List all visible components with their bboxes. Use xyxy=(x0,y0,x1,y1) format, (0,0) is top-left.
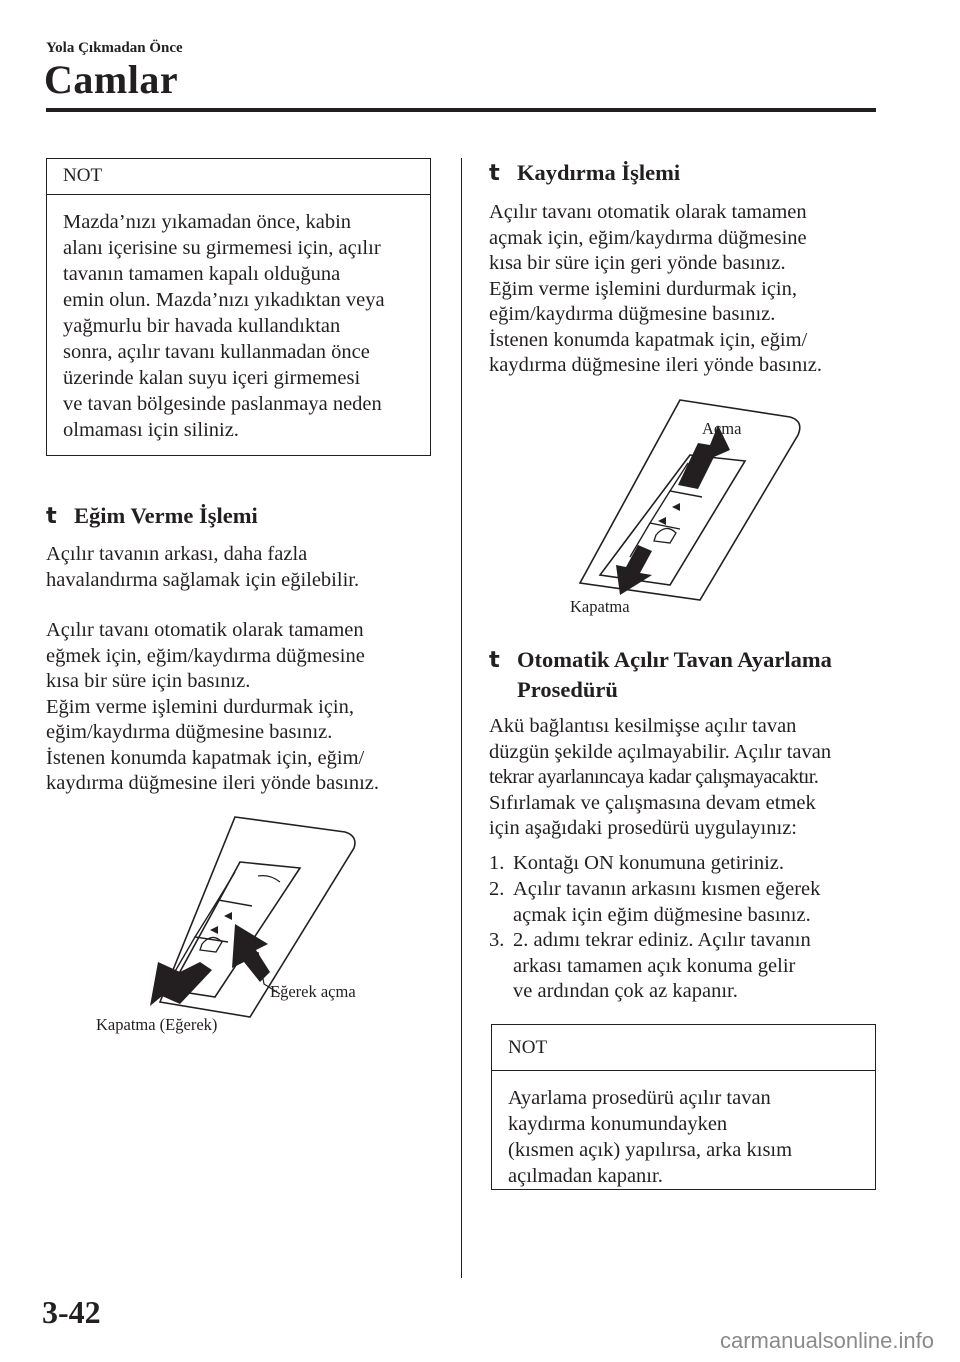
para-line: Açılır tavanın arkası, daha fazla xyxy=(46,543,308,565)
tilt-paragraph-2 xyxy=(46,618,379,797)
section-title: Otomatik Açılır Tavan Ayarlama xyxy=(517,647,832,672)
note-line: ve tavan bölgesinde paslanmaya neden xyxy=(63,393,382,415)
section-heading-auto xyxy=(489,645,832,705)
step-text: ve ardından çok az kapanır. xyxy=(513,980,738,1002)
step-number: 1. xyxy=(489,852,505,874)
para-line: tekrar ayarlanıncaya kadar çalışmayacaktır. xyxy=(489,766,819,788)
para-line: Eğim verme işlemini durdurmak için, xyxy=(46,695,355,718)
section-bullet: t xyxy=(489,647,500,673)
para-line: Sıfırlamak ve çalışmasına devam etmek xyxy=(489,791,816,814)
step-number: 3. xyxy=(489,929,505,951)
slide-switch-illustration xyxy=(560,395,810,605)
para-line: İstenen konumda kapatmak için, eğim/ xyxy=(46,746,365,769)
para-line: İstenen konumda kapatmak için, eğim/ xyxy=(489,328,808,351)
note-line: (kısmen açık) yapılırsa, arka kısım xyxy=(508,1139,793,1161)
para-line: açmak için, eğim/kaydırma düğmesine xyxy=(489,226,807,249)
note-box-right xyxy=(491,1024,876,1190)
step-text: açmak için eğim düğmesine basınız. xyxy=(513,903,811,926)
step-1 xyxy=(489,851,869,877)
watermark: carmanualsonline.info xyxy=(719,1328,934,1353)
step-2 xyxy=(489,877,869,929)
para-line: Açılır tavanı otomatik olarak tamamen xyxy=(489,201,807,223)
note-line: olmaması için siliniz. xyxy=(63,419,239,441)
note-line: sonra, açılır tavanı kullanmadan önce xyxy=(63,341,370,363)
slide-paragraph xyxy=(489,200,822,379)
header-rule xyxy=(46,108,876,112)
slide-close-label: Kapatma xyxy=(570,597,630,616)
para-line: kaydırma düğmesine ileri yönde basınız. xyxy=(46,772,380,794)
tilt-open-label: Eğerek açma xyxy=(270,982,356,1001)
section-title: Eğim Verme İşlemi xyxy=(74,503,258,528)
note-line: kaydırma konumundayken xyxy=(508,1113,728,1135)
note-body xyxy=(47,195,430,443)
section-heading-tilt xyxy=(46,501,258,531)
slide-open-label: Açma xyxy=(702,419,742,438)
para-line: Akü bağlantısı kesilmişse açılır tavan xyxy=(489,715,797,737)
step-text: arkası tamamen açık konuma gelir xyxy=(513,954,796,977)
para-line: Eğim verme işlemini durdurmak için, xyxy=(489,277,798,300)
para-line: için aşağıdaki prosedürü uygulayınız: xyxy=(489,817,797,839)
note-line: Mazda’nızı yıkamadan önce, kabin xyxy=(63,211,352,233)
note-line: alanı içerisine su girmemesi için, açılır xyxy=(63,237,381,259)
note-line: üzerinde kalan suyu içeri girmemesi xyxy=(63,367,361,389)
breadcrumb: Yola Çıkmadan Önce xyxy=(46,40,183,56)
section-bullet: t xyxy=(46,503,57,529)
tilt-paragraph-1 xyxy=(46,542,359,593)
para-line: Açılır tavanı otomatik olarak tamamen xyxy=(46,619,364,641)
note-heading: NOT xyxy=(47,159,430,195)
page-title: Camlar xyxy=(44,57,179,102)
para-line: eğim/kaydırma düğmesine basınız. xyxy=(489,303,776,325)
para-line: eğim/kaydırma düğmesine basınız. xyxy=(46,721,333,743)
note-line: Ayarlama prosedürü açılır tavan xyxy=(508,1087,771,1109)
note-line: tavanın tamamen kapalı olduğuna xyxy=(63,263,341,285)
note-line: emin olun. Mazda’nızı yıkadıktan veya xyxy=(63,289,385,311)
note-box-left xyxy=(46,158,431,456)
para-line: kısa bir süre için basınız. xyxy=(46,670,251,692)
section-title-cont: Prosedürü xyxy=(517,677,618,702)
auto-paragraph xyxy=(489,714,831,842)
section-bullet: t xyxy=(489,160,500,186)
para-line: havalandırma sağlamak için eğilebilir. xyxy=(46,568,360,591)
column-divider xyxy=(461,158,462,1278)
para-line: düzgün şekilde açılmayabilir. Açılır tavan xyxy=(489,740,832,763)
para-line: kaydırma düğmesine ileri yönde basınız. xyxy=(489,354,823,376)
note-line: yağmurlu bir havada kullandıktan xyxy=(63,315,341,337)
note-line: açılmadan kapanır. xyxy=(508,1165,663,1187)
section-title: Kaydırma İşlemi xyxy=(517,160,681,185)
step-text: Kontağı ON konumuna getiriniz. xyxy=(513,852,785,874)
tilt-close-label: Kapatma (Eğerek) xyxy=(96,1015,218,1034)
note-body xyxy=(492,1071,875,1189)
step-text: 2. adımı tekrar ediniz. Açılır tavanın xyxy=(513,929,811,951)
page-number: 3-42 xyxy=(42,1294,101,1330)
section-heading-slide xyxy=(489,158,680,188)
para-line: eğmek için, eğim/kaydırma düğmesine xyxy=(46,644,365,667)
step-number: 2. xyxy=(489,878,505,900)
step-text: Açılır tavanın arkasını kısmen eğerek xyxy=(513,878,821,900)
para-line: kısa bir süre için geri yönde basınız. xyxy=(489,252,786,274)
step-3 xyxy=(489,928,869,1006)
note-heading: NOT xyxy=(492,1025,875,1071)
